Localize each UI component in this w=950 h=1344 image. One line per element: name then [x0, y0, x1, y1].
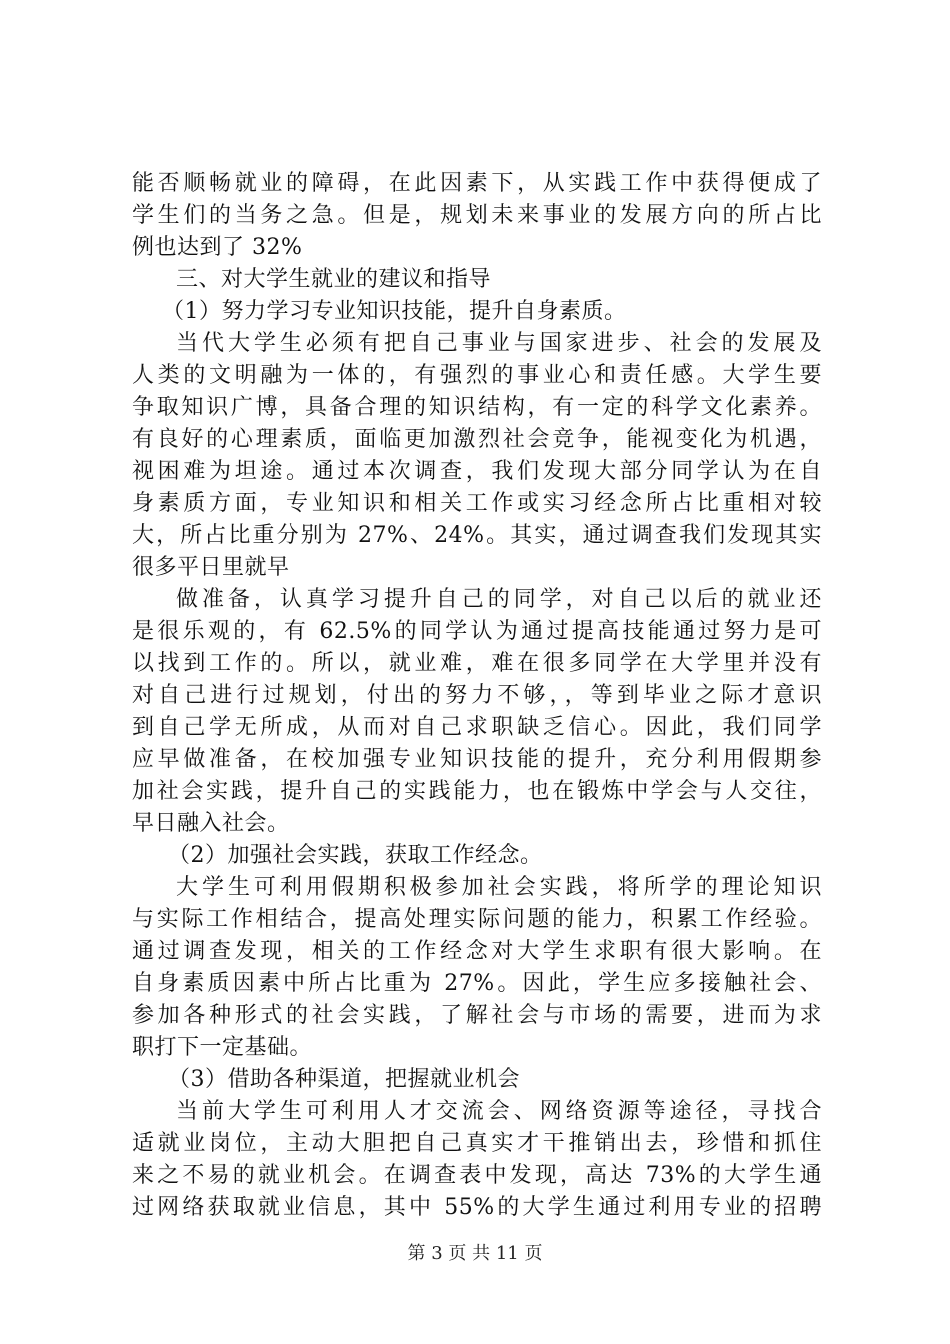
text-line: 大学生可利用假期积极参加社会实践，将所学的理论知识	[176, 875, 822, 900]
text-line: 学生们的当务之急。但是，规划未来事业的发展方向的所占比	[132, 203, 822, 228]
text-line: 应早做准备，在校加强专业知识技能的提升，充分利用假期参	[132, 747, 822, 772]
text-line: 加社会实践，提升自己的实践能力，也在锻炼中学会与人交往，	[132, 779, 822, 804]
text-line: 来之不易的就业机会。在调查表中发现，高达 73%的大学生通	[132, 1163, 822, 1188]
text-line: 能否顺畅就业的障碍，在此因素下，从实践工作中获得便成了	[132, 171, 822, 196]
text-line: 参加各种形式的社会实践，了解社会与市场的需要，进而为求	[132, 1003, 822, 1028]
text-line: 人类的文明融为一体的，有强烈的事业心和责任感。大学生要	[132, 363, 822, 388]
text-line: 当前大学生可利用人才交流会、网络资源等途径，寻找合	[176, 1099, 822, 1124]
text-line: 与实际工作相结合，提高处理实际问题的能力，积累工作经验。	[132, 907, 822, 932]
page-footer: 第 3 页 共 11 页	[407, 1243, 543, 1264]
text-line: 是很乐观的，有 62.5%的同学认为通过提高技能通过努力是可	[132, 619, 822, 644]
text-line: 当代大学生必须有把自己事业与国家进步、社会的发展及	[176, 331, 822, 356]
text-line: 适就业岗位，主动大胆把自己真实才干推销出去，珍惜和抓住	[132, 1131, 822, 1156]
text-line: 自身素质因素中所占比重为 27%。因此，学生应多接触社会、	[132, 971, 822, 996]
text-line: 职打下一定基础。	[132, 1035, 313, 1060]
text-line: 早日融入社会。	[132, 811, 290, 836]
text-line: 以找到工作的。所以，就业难，难在很多同学在大学里并没有	[132, 651, 822, 676]
text-line: 通过调查发现，相关的工作经念对大学生求职有很大影响。在	[132, 939, 822, 964]
text-line: 争取知识广博，具备合理的知识结构，有一定的科学文化素养。	[132, 395, 822, 420]
text-line: 视困难为坦途。通过本次调查，我们发现大部分同学认为在自	[132, 459, 822, 484]
text-line: 三、对大学生就业的建议和指导	[176, 267, 492, 292]
text-line: 到自己学无所成，从而对自己求职缺乏信心。因此，我们同学	[132, 715, 822, 740]
text-line: 例也达到了 32%	[132, 235, 303, 260]
text-line: （2）加强社会实践，获取工作经念。	[168, 843, 543, 868]
text-line: 有良好的心理素质，面临更加激烈社会竞争，能视变化为机遇，	[132, 427, 822, 452]
document-body	[132, 168, 822, 1224]
text-line: 对自己进行过规划，付出的努力不够，，等到毕业之际才意识	[132, 683, 822, 708]
text-line: （1）努力学习专业知识技能，提升自身素质。	[162, 299, 627, 324]
text-line: （3）借助各种渠道，把握就业机会	[168, 1067, 520, 1092]
text-line: 大，所占比重分别为 27%、24%。其实，通过调查我们发现其实	[132, 523, 822, 548]
text-line: 身素质方面，专业知识和相关工作或实习经念所占比重相对较	[132, 491, 822, 516]
text-line: 做准备，认真学习提升自己的同学，对自己以后的就业还	[176, 587, 822, 612]
text-line: 过网络获取就业信息，其中 55%的大学生通过利用专业的招聘	[132, 1195, 822, 1220]
text-line: 很多平日里就早	[132, 555, 290, 580]
